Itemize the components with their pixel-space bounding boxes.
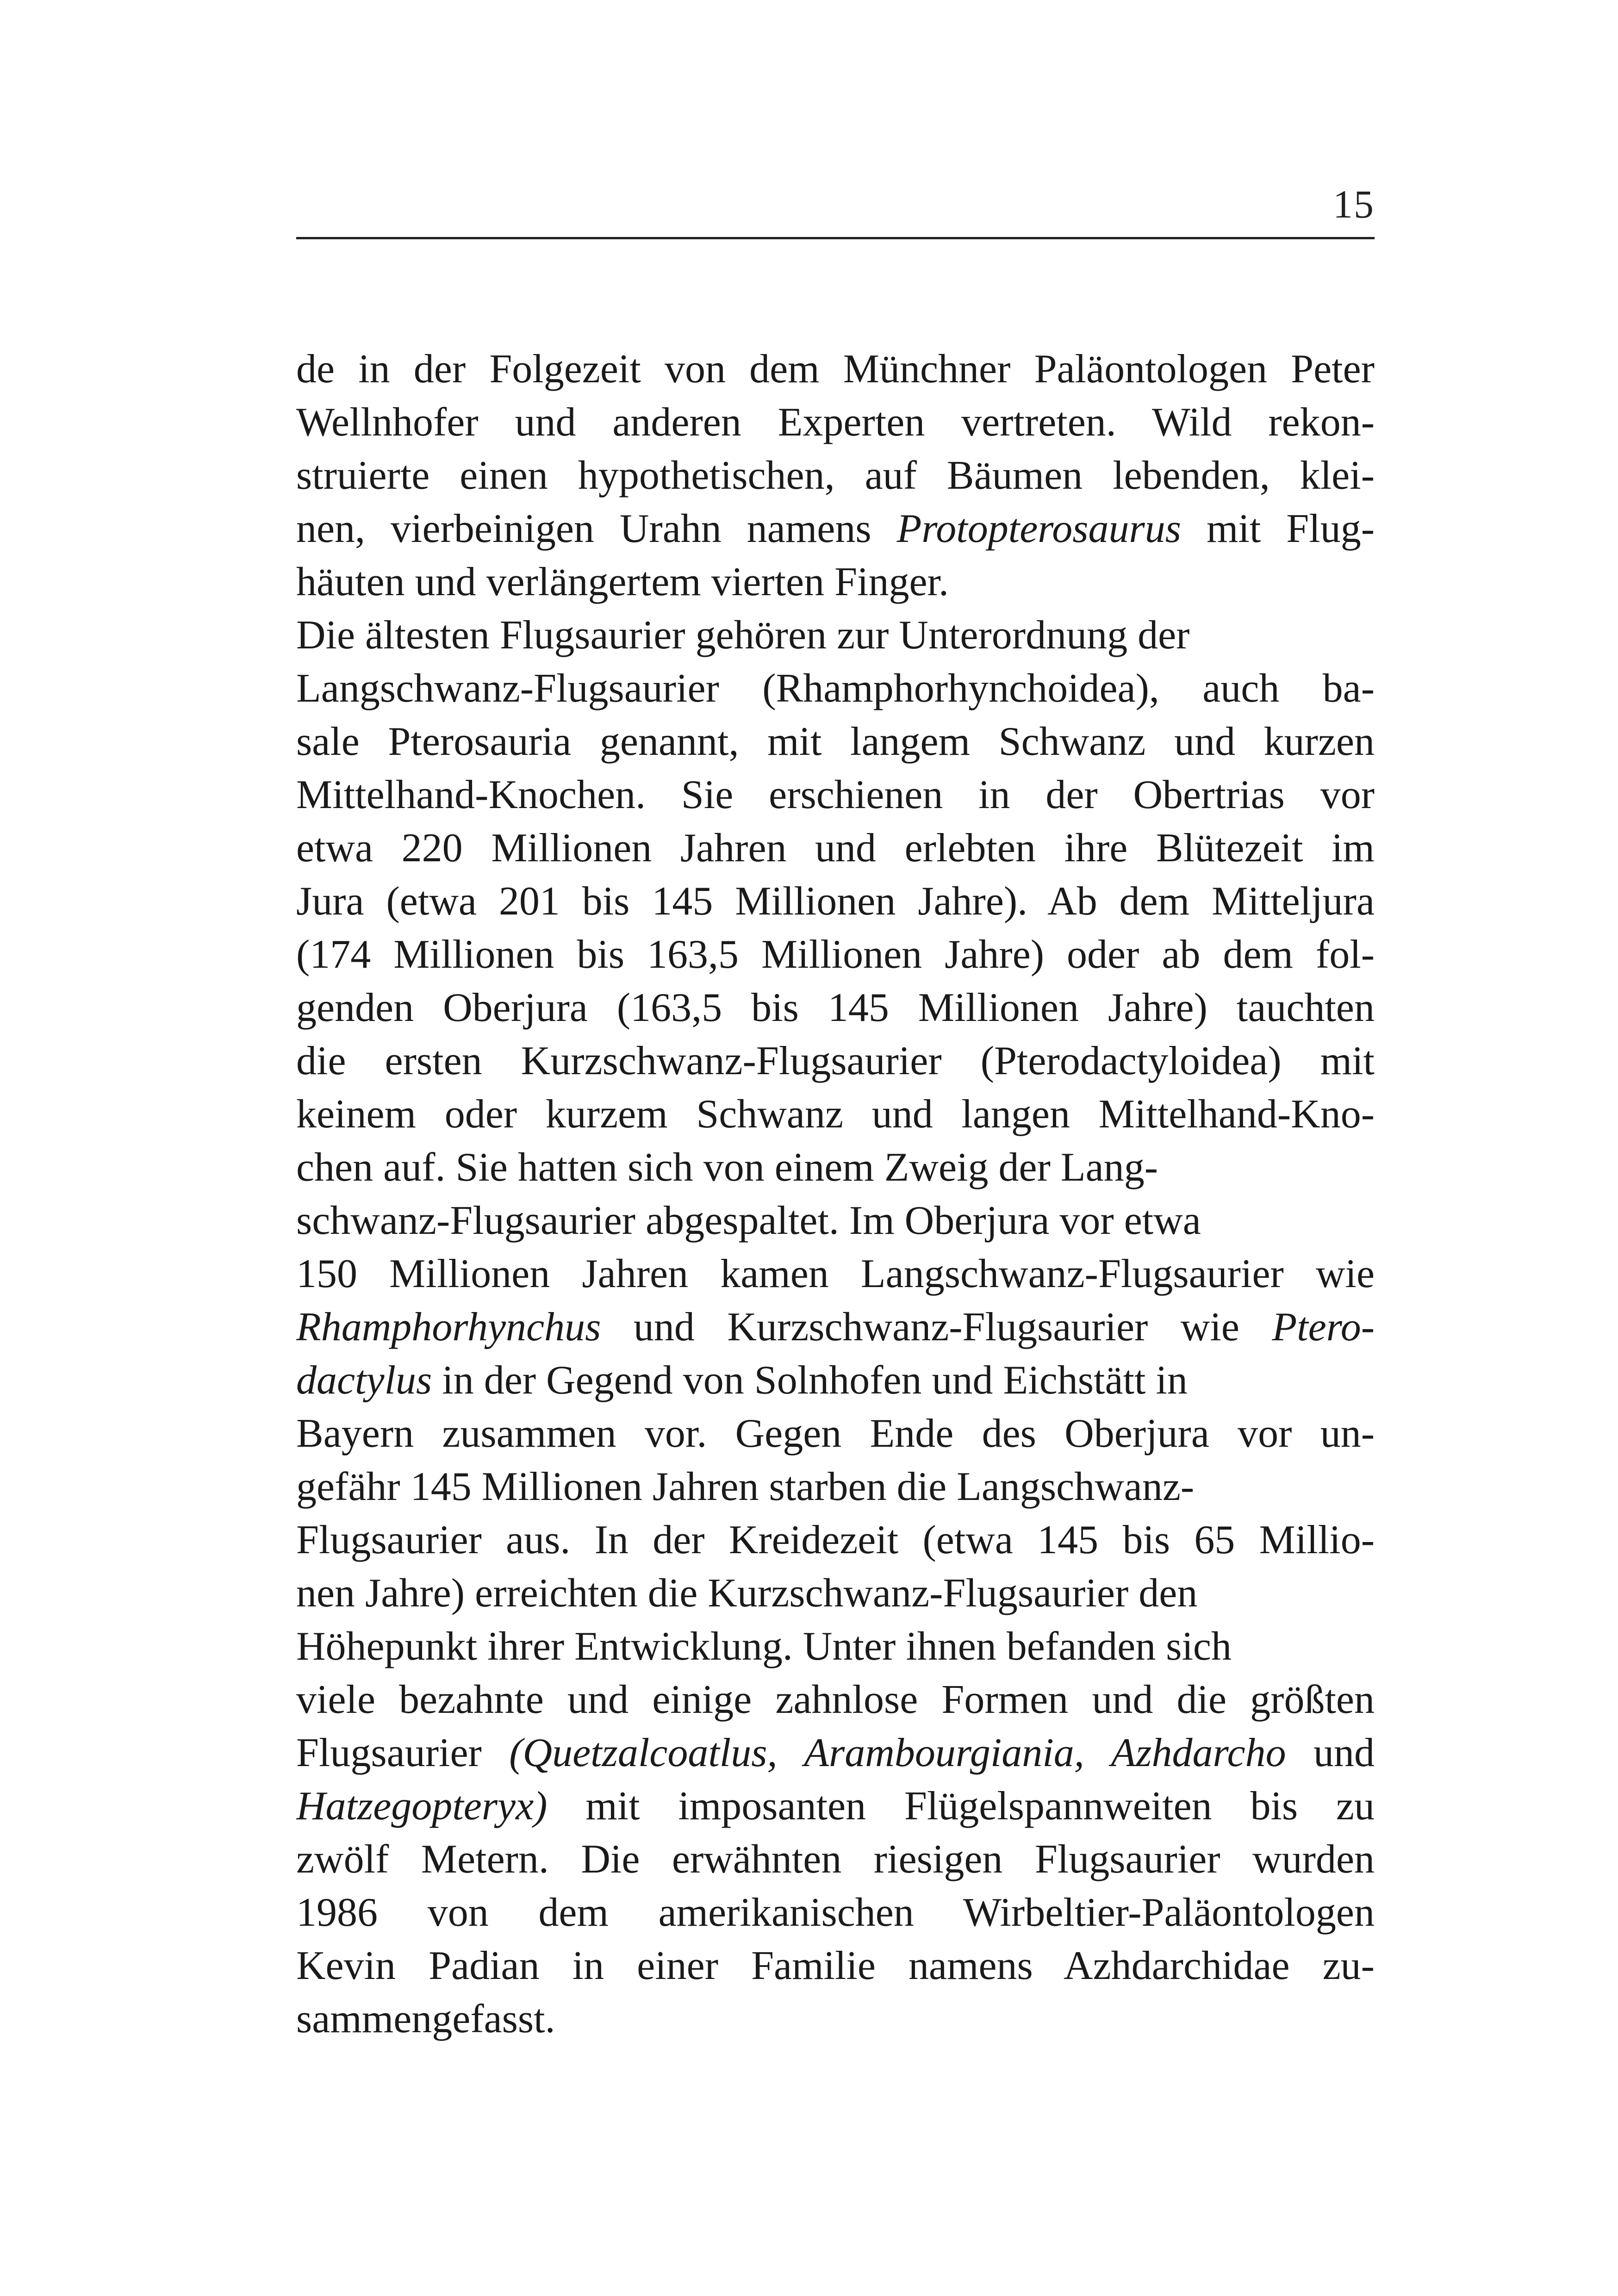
text-line [296, 1780, 1375, 1833]
text-line [296, 1726, 1375, 1780]
text-line [296, 1300, 1375, 1354]
body-text [296, 342, 1375, 2046]
text-segment: Jura (etwa 201 bis 145 Millionen Jahre). Ab dem Mitteljura [296, 879, 1375, 924]
text-segment: mit Flug- [1181, 506, 1375, 551]
text-segment: Flugsaurier aus. In der Kreidezeit (etwa 145 bis 65 Millio- [296, 1518, 1375, 1562]
italic-term: (Quetzalcoatlus, Arambourgiania, Azhdarcho [509, 1730, 1286, 1775]
text-line [296, 1247, 1375, 1300]
italic-term: Protopterosaurus [896, 506, 1181, 551]
text-segment: und Kurzschwanz-Flugsaurier wie [601, 1305, 1272, 1350]
text-segment: genden Oberjura (163,5 bis 145 Millionen Jahre) tauchten [296, 985, 1375, 1030]
text-line [296, 1673, 1375, 1726]
text-segment: chen auf. Sie hatten sich von einem Zweig der Lang- [296, 1145, 1158, 1190]
text-segment: 150 Millionen Jahren kamen Langschwanz-Flugsaurier wie [296, 1251, 1375, 1296]
text-segment: sammengefasst. [296, 1997, 555, 2041]
text-segment: und [1286, 1730, 1375, 1775]
text-segment: häuten und verlängertem vierten Finger. [296, 560, 949, 604]
italic-term: Hatzegopteryx) [296, 1784, 548, 1829]
text-segment: die ersten Kurzschwanz-Flugsaurier (Pterodactyloidea) mit [296, 1039, 1375, 1083]
text-segment: in der Gegend von Solnhofen und Eichstätt in [432, 1358, 1188, 1403]
text-segment: Die ältesten Flugsaurier gehören zur Unterordnung der [296, 613, 1190, 658]
text-line [296, 1833, 1375, 1886]
page-header [296, 176, 1375, 241]
text-segment: keinem oder kurzem Schwanz und langen Mittelhand-Kno- [296, 1092, 1375, 1137]
text-segment: Bayern zusammen vor. Gegen Ende des Oberjura vor un- [296, 1411, 1375, 1456]
text-segment: Wellnhofer und anderen Experten vertreten. Wild rekon- [296, 400, 1375, 445]
text-line [296, 449, 1375, 502]
text-line [296, 1513, 1375, 1567]
text-line [296, 1194, 1375, 1247]
text-segment: schwanz-Flugsaurier abgespaltet. Im Oberjura vor etwa [296, 1198, 1201, 1243]
text-segment: Kevin Padian in einer Familie namens Azhdarchidae zu- [296, 1943, 1375, 1988]
text-line [296, 1939, 1375, 1992]
text-line [296, 928, 1375, 981]
italic-term: Rhamphorhynchus [296, 1305, 601, 1350]
text-segment: struierte einen hypothetischen, auf Bäumen lebenden, klei- [296, 453, 1375, 498]
text-line [296, 981, 1375, 1034]
text-segment: (174 Millionen bis 163,5 Millionen Jahre) oder ab dem fol- [296, 932, 1375, 977]
text-segment: nen, vierbeinigen Urahn namens [296, 506, 897, 551]
text-line [296, 821, 1375, 875]
italic-term: dactylus [296, 1358, 432, 1403]
italic-term: Ptero- [1272, 1305, 1375, 1350]
text-segment: mit imposanten Flügelspannweiten bis zu [547, 1784, 1375, 1829]
text-line [296, 1886, 1375, 1939]
text-line [296, 715, 1375, 768]
text-line [296, 875, 1375, 928]
text-segment: viele bezahnte und einige zahnlose Formen und die größten [296, 1677, 1375, 1722]
text-line [296, 1088, 1375, 1141]
text-segment: etwa 220 Millionen Jahren und erlebten ihre Blütezeit im [296, 826, 1375, 871]
text-line [296, 1407, 1375, 1460]
text-segment: 1986 von dem amerikanischen Wirbeltier-Paläontologen [296, 1890, 1375, 1935]
text-segment: Flugsaurier [296, 1730, 510, 1775]
text-line [296, 555, 1375, 609]
text-line [296, 768, 1375, 821]
header-rule [296, 237, 1375, 239]
text-segment: Höhepunkt ihrer Entwicklung. Unter ihnen befanden sich [296, 1624, 1232, 1669]
text-segment: zwölf Metern. Die erwähnten riesigen Flugsaurier wurden [296, 1837, 1375, 1882]
text-segment: Mittelhand-Knochen. Sie erschienen in der Obertrias vor [296, 772, 1375, 817]
text-line [296, 1141, 1375, 1194]
text-segment: de in der Folgezeit von dem Münchner Paläontologen Peter [296, 347, 1375, 392]
page-number: 15 [1333, 182, 1375, 226]
text-line [296, 1992, 1375, 2046]
text-line [296, 396, 1375, 449]
text-segment: sale Pterosauria genannt, mit langem Schwanz und kurzen [296, 719, 1375, 764]
text-line [296, 609, 1375, 662]
text-line [296, 502, 1375, 555]
text-line [296, 1620, 1375, 1673]
text-line [296, 662, 1375, 715]
text-line [296, 1034, 1375, 1088]
text-segment: nen Jahre) erreichten die Kurzschwanz-Flugsaurier den [296, 1571, 1198, 1616]
text-line [296, 1460, 1375, 1513]
text-line [296, 1354, 1375, 1407]
text-line [296, 1567, 1375, 1620]
text-segment: gefähr 145 Millionen Jahren starben die Langschwanz- [296, 1464, 1195, 1509]
text-line [296, 342, 1375, 396]
text-segment: Langschwanz-Flugsaurier (Rhamphorhynchoidea), auch ba- [296, 666, 1375, 711]
